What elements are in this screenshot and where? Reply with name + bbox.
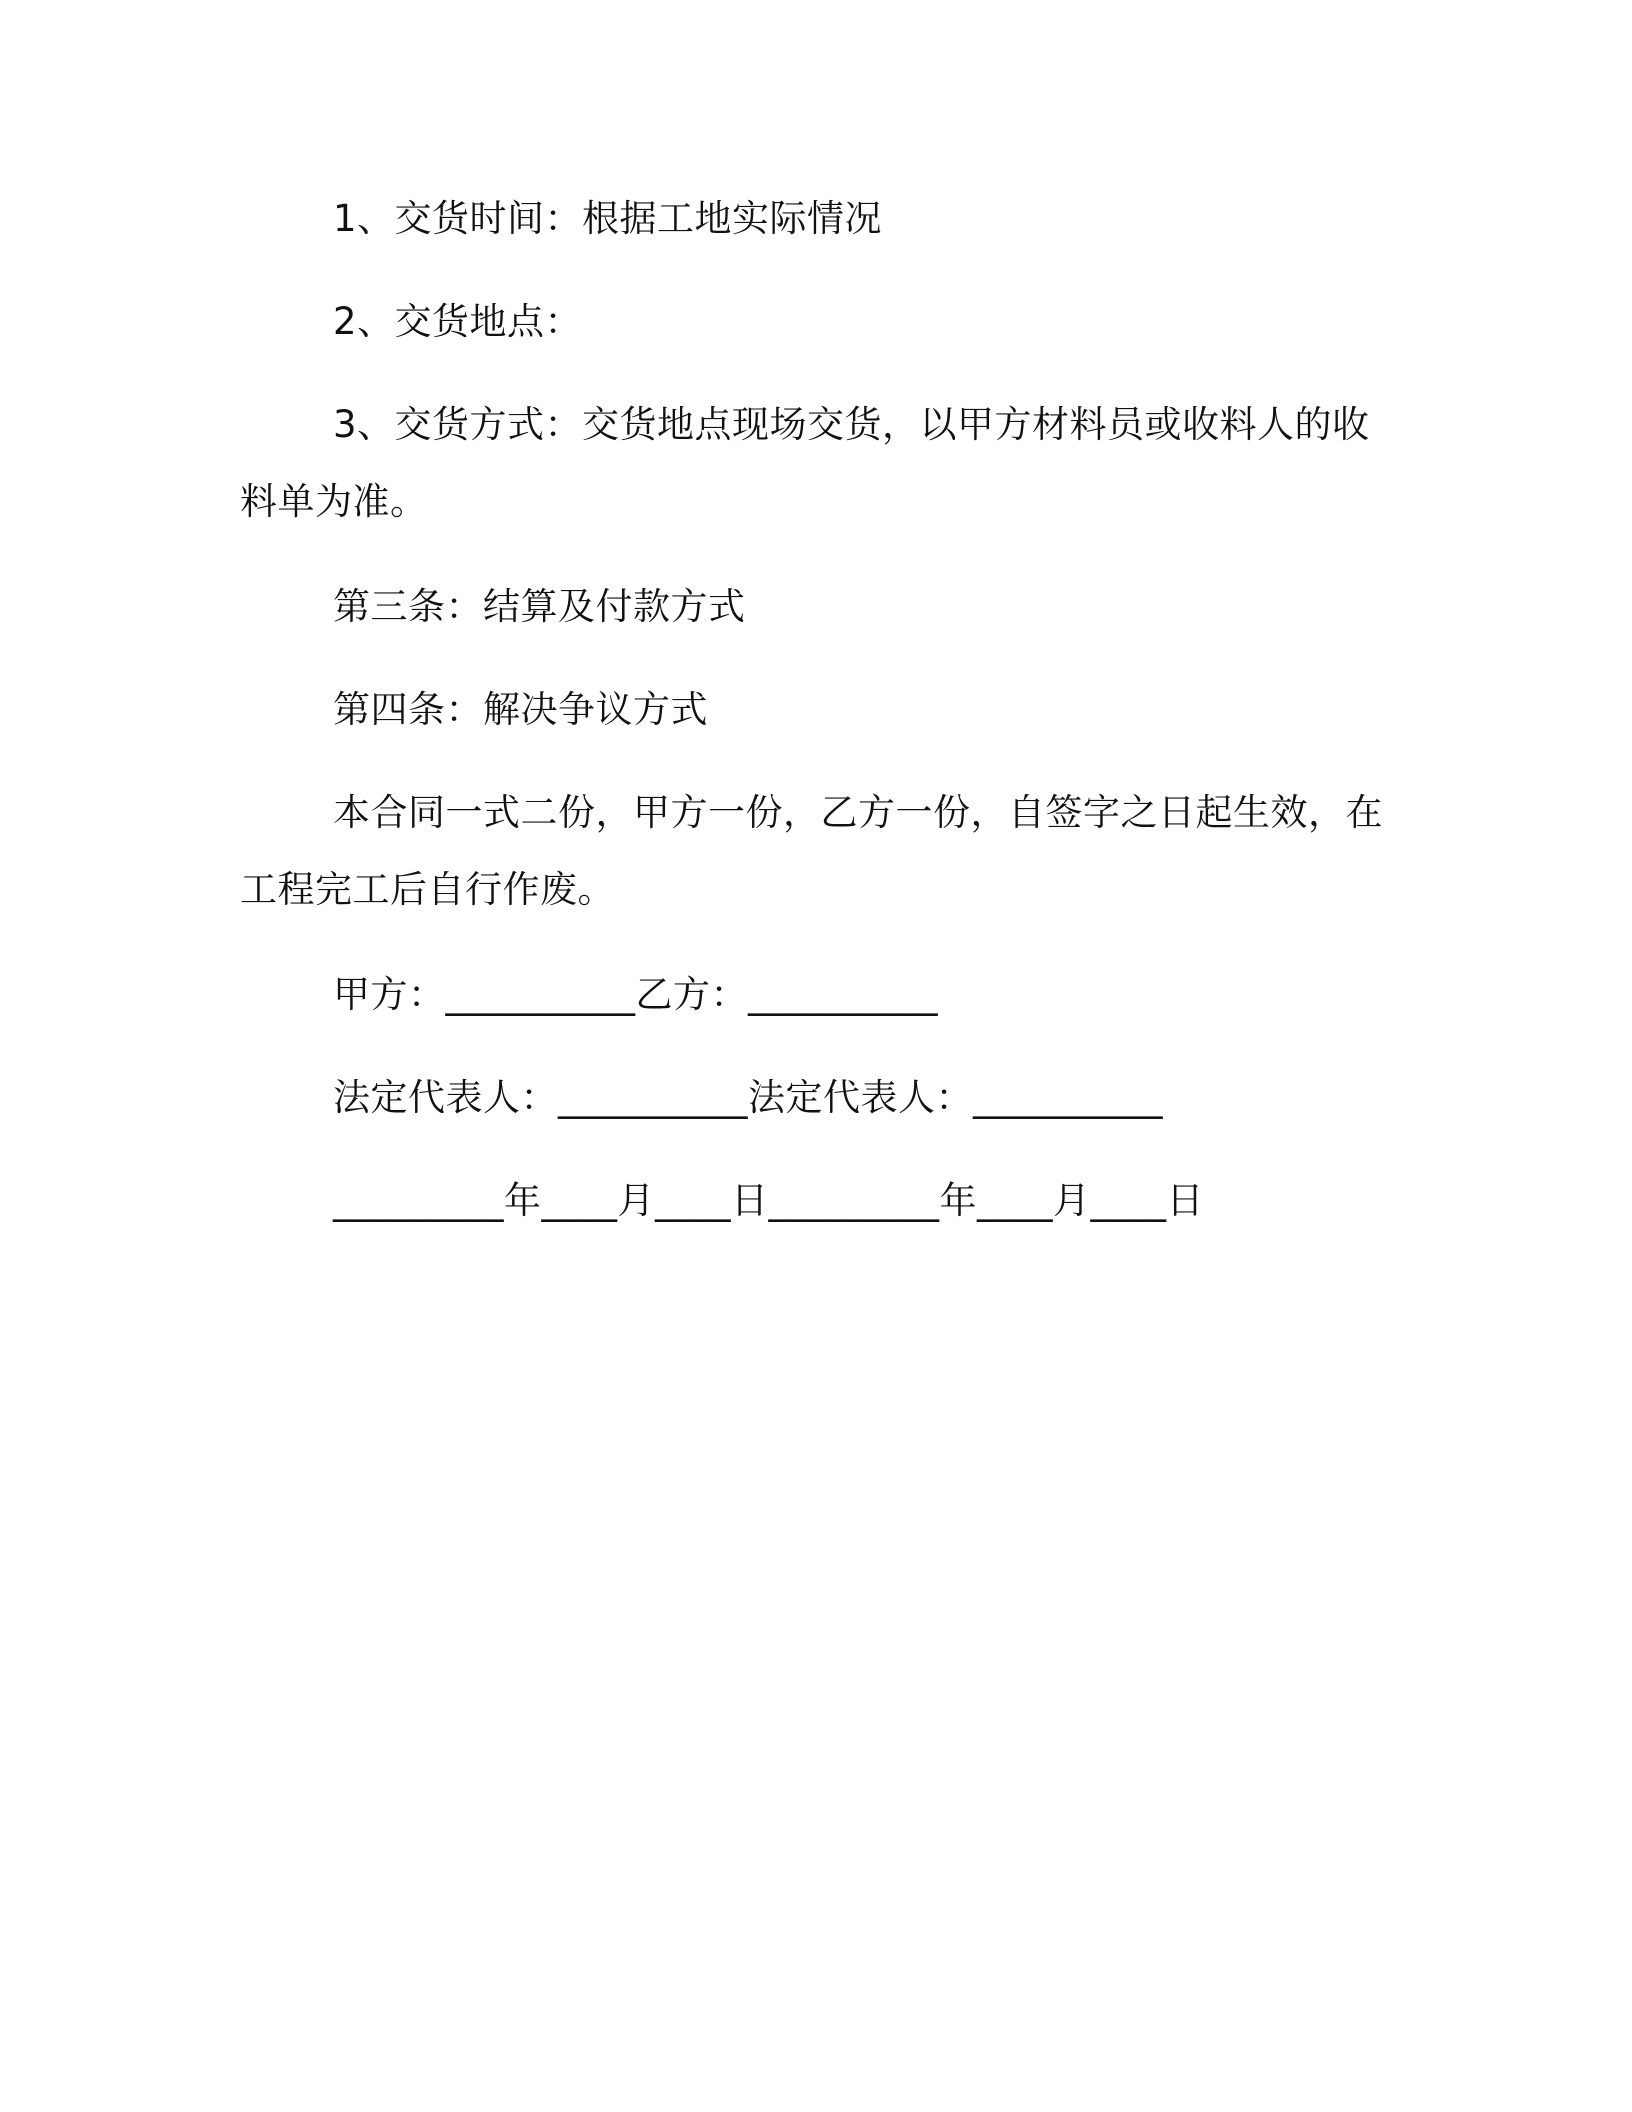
- representative-signature-line: 法定代表人：__________法定代表人：__________: [333, 1076, 1163, 1119]
- copies-clause-line1: 本合同一式二份，甲方一份，乙方一份，自签字之日起生效，在: [333, 791, 1383, 834]
- article-three-heading: 第三条：结算及付款方式: [333, 585, 746, 628]
- delivery-method-clause-line1: 3、交货方式：交货地点现场交货，以甲方材料员或收料人的收: [333, 403, 1370, 446]
- party-signature-line: 甲方：__________乙方：__________: [333, 973, 938, 1016]
- delivery-place-clause: 2、交货地点：: [333, 300, 583, 343]
- copies-clause-line2: 工程完工后自行作废。: [240, 868, 615, 911]
- article-four-heading: 第四条：解决争议方式: [333, 688, 708, 731]
- delivery-method-clause-line2: 料单为准。: [240, 480, 428, 523]
- signing-date-line: _________年____月____日_________年____月____日: [333, 1179, 1204, 1222]
- delivery-time-clause: 1、交货时间：根据工地实际情况: [333, 197, 883, 240]
